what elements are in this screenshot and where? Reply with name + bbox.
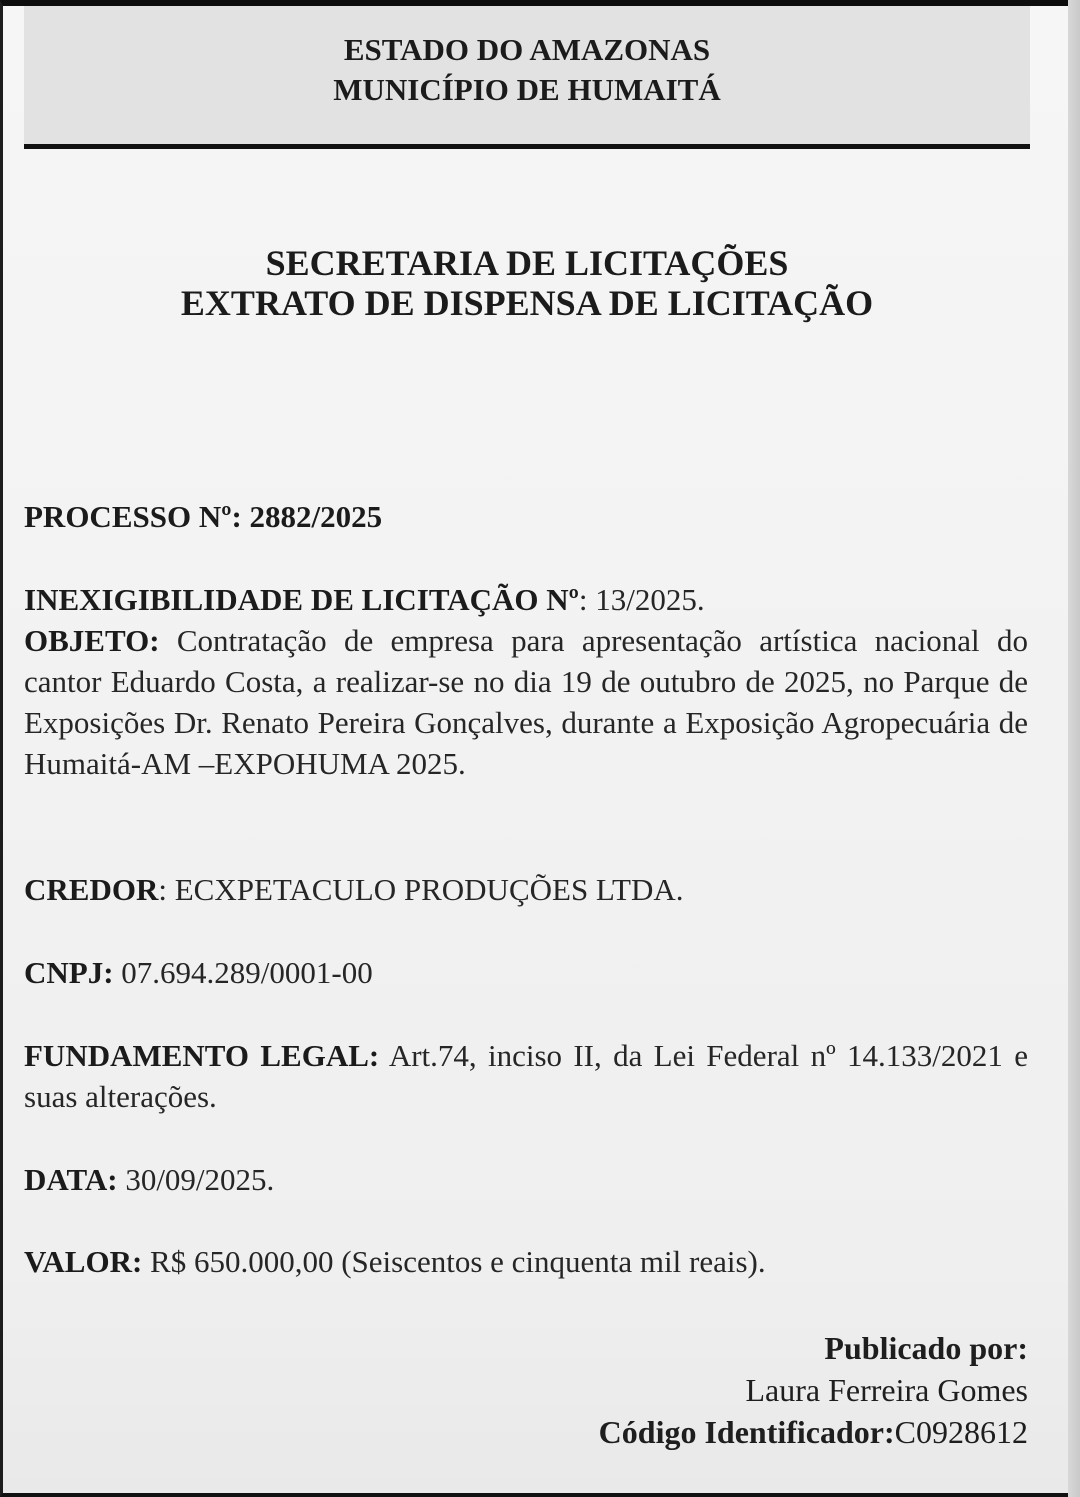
credor-line <box>24 869 1028 910</box>
processo-label: PROCESSO Nº <box>24 499 232 534</box>
inexigibilidade-value: : 13/2025. <box>578 582 705 617</box>
credor-label: CREDOR <box>24 872 159 907</box>
header-divider <box>24 144 1030 149</box>
publication-block <box>599 1327 1028 1453</box>
fundamento-value: Art.74, inciso II, da Lei Federal nº 14.133/2021 e suas alterações. <box>24 1038 1028 1114</box>
data-line <box>24 1159 1028 1200</box>
extract-title: EXTRATO DE DISPENSA DE LICITAÇÃO <box>180 283 874 323</box>
valor-value: R$ 650.000,00 (Seiscentos e cinquenta mil reais). <box>142 1244 766 1279</box>
header-state: ESTADO DO AMAZONAS <box>343 32 711 67</box>
identifier-code-label: Código Identificador: <box>598 1414 895 1450</box>
page-edge-shadow <box>1068 0 1080 1497</box>
cnpj-value: 07.694.289/0001-00 <box>113 955 373 990</box>
data-label: DATA: <box>24 1162 118 1197</box>
cnpj-label: CNPJ: <box>24 955 114 990</box>
publisher-name: Laura Ferreira Gomes <box>745 1372 1028 1408</box>
header-municipality: MUNICÍPIO DE HUMAITÁ <box>333 72 721 107</box>
processo-value: : 2882/2025 <box>231 499 383 534</box>
valor-label: VALOR: <box>24 1244 143 1279</box>
objeto-label: OBJETO: <box>24 623 160 658</box>
secretariat-title: SECRETARIA DE LICITAÇÕES <box>265 243 789 283</box>
credor-value: : ECXPETACULO PRODUÇÕES LTDA. <box>158 872 684 907</box>
valor-line <box>24 1241 1028 1282</box>
data-value: 30/09/2025. <box>117 1162 275 1197</box>
inexigibilidade-line <box>24 579 1028 620</box>
published-by-label: Publicado por: <box>824 1330 1028 1366</box>
inexigibilidade-label: INEXIGIBILIDADE DE LICITAÇÃO Nº <box>24 582 579 617</box>
objeto-paragraph <box>24 620 1028 784</box>
document-header <box>24 30 1030 110</box>
processo-line <box>24 496 1028 537</box>
cnpj-line <box>24 952 1028 993</box>
document-titles <box>24 243 1030 323</box>
identifier-code-value: C0928612 <box>894 1414 1028 1450</box>
fundamento-label: FUNDAMENTO LEGAL: <box>24 1038 380 1073</box>
fundamento-paragraph <box>24 1035 1028 1117</box>
objeto-value: Contratação de empresa para apresentação artística nacional do cantor Eduardo Costa, a realizar-se no dia 19 de outubro de 2025, no Parque de Exposições Dr. Renato Pereira Gonçalves, durante a Exposição Agropecuária de Humaitá-AM –EXPOHUMA 2025. <box>24 623 1028 781</box>
